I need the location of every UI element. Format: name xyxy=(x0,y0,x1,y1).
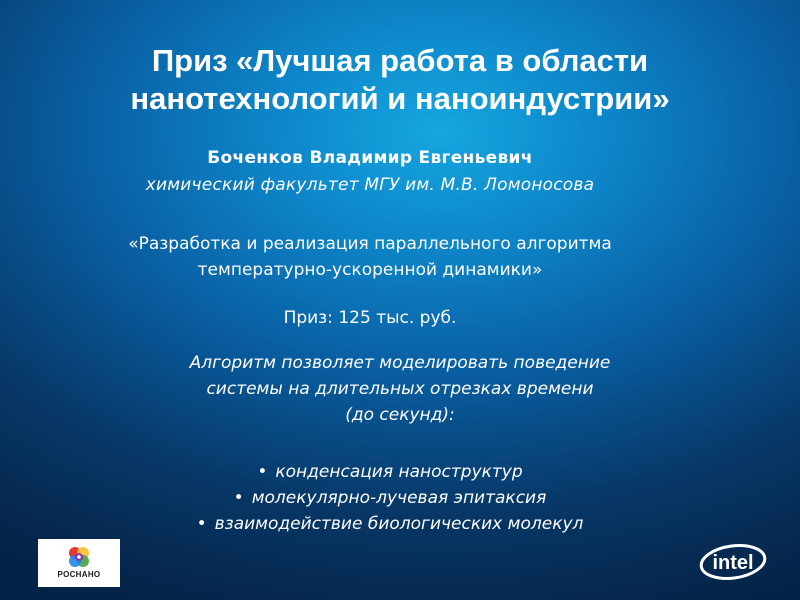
faculty-affiliation: химический факультет МГУ им. М.В. Ломоносова xyxy=(145,175,595,195)
application-list xyxy=(0,459,780,537)
bullet-icon: • xyxy=(257,462,268,482)
work-title xyxy=(0,231,740,283)
rosnano-logo xyxy=(38,539,120,587)
bullet-icon: • xyxy=(233,488,244,508)
list-item-text: конденсация наноструктур xyxy=(275,462,523,482)
description-line-1: Алгоритм позволяет моделировать поведение xyxy=(189,353,611,373)
prize-amount: Приз: 125 тыс. руб. xyxy=(283,308,457,328)
description-line-2: системы на длительных отрезках времени xyxy=(206,379,594,399)
work-title-line-1: «Разработка и реализация параллельного алгоритма xyxy=(128,234,612,254)
rosnano-logo-text: РОСНАНО xyxy=(57,570,101,579)
title-line-1: Приз «Лучшая работа в области xyxy=(151,43,649,78)
list-item-text: молекулярно-лучевая эпитаксия xyxy=(251,488,547,508)
bullet-icon: • xyxy=(196,514,207,534)
list-item-text: взаимодействие биологических молекул xyxy=(214,514,584,534)
intel-logo-text: intel xyxy=(712,552,754,574)
list-item xyxy=(0,511,780,537)
rosnano-emblem-icon xyxy=(67,545,91,569)
algorithm-description xyxy=(0,350,800,428)
intel-logo xyxy=(697,539,769,585)
work-title-line-2: температурно-ускоренной динамики» xyxy=(197,260,543,280)
list-item xyxy=(0,459,780,485)
author-name: Боченков Владимир Евгеньевич xyxy=(207,148,533,168)
slide-title xyxy=(0,42,800,118)
list-item xyxy=(0,485,780,511)
title-line-2: нанотехнологий и наноиндустрии» xyxy=(130,81,670,116)
description-line-3: (до секунд): xyxy=(345,405,455,425)
